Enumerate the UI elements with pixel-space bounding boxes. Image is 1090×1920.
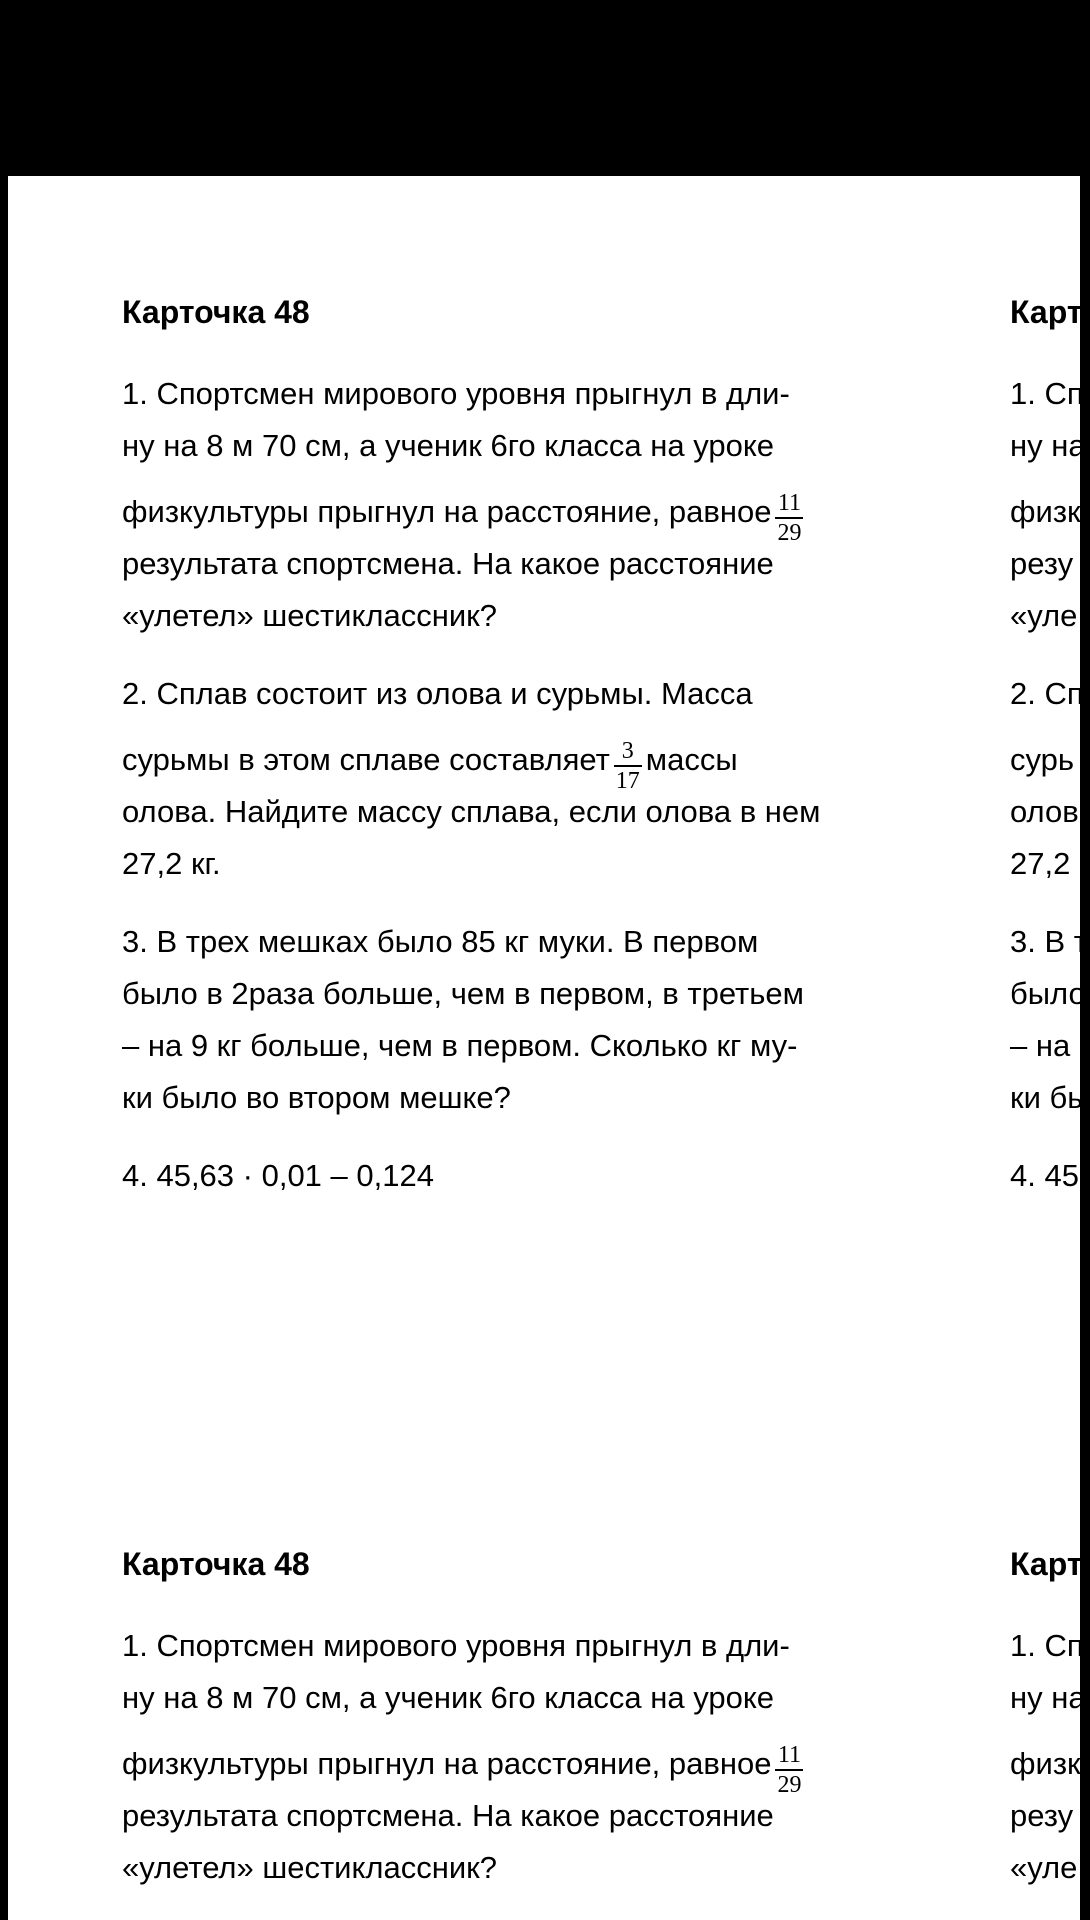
fraction bbox=[775, 1741, 803, 1799]
task-3-line: было в 2раза больше, чем в первом, в третьем bbox=[122, 976, 804, 1011]
task-2-line: олова. Найдите массу сплава, если олова в нем bbox=[122, 794, 821, 829]
task-3-line: 3. В трех мешках было 85 кг муки. В первом bbox=[122, 924, 759, 959]
task-line: сурь bbox=[1010, 742, 1075, 777]
task-3 bbox=[122, 916, 902, 1124]
task-line: 27,2 bbox=[1010, 846, 1071, 881]
task-3-line: ки было во втором мешке? bbox=[122, 1080, 511, 1115]
task-2 bbox=[122, 668, 902, 890]
task-2 bbox=[1010, 668, 1090, 890]
card-title: Карточка 48 bbox=[122, 294, 310, 330]
task-1-line: 1. Спортсмен мирового уровня прыгнул в дли- bbox=[122, 376, 790, 411]
fraction-numerator: 11 bbox=[775, 1741, 803, 1771]
task-4 bbox=[122, 1150, 902, 1202]
card-bottom-left bbox=[122, 1544, 902, 1894]
task-1-line: 1. Спортсмен мирового уровня прыгнул в дли- bbox=[122, 1628, 790, 1663]
fraction-denominator: 29 bbox=[777, 520, 802, 546]
task-1-line bbox=[122, 1724, 902, 1798]
task-line: физк bbox=[1010, 1746, 1081, 1781]
task-line: резу bbox=[1010, 546, 1074, 581]
task-line: ки бы bbox=[1010, 1080, 1090, 1115]
task-line: 3. В т bbox=[1010, 924, 1088, 959]
fraction-denominator: 29 bbox=[777, 1772, 802, 1798]
task-1-text: физкультуры прыгнул на расстояние, равное bbox=[122, 494, 772, 529]
task-1 bbox=[1010, 1620, 1090, 1894]
task-1-line: ну на 8 м 70 см, а ученик 6го класса на уроке bbox=[122, 1680, 775, 1715]
task-line: «уле bbox=[1010, 1850, 1078, 1885]
task-line: физк bbox=[1010, 494, 1081, 529]
task-1 bbox=[122, 368, 902, 642]
task-line: «уле bbox=[1010, 598, 1078, 633]
fraction-numerator: 11 bbox=[775, 489, 803, 519]
task-line: резу bbox=[1010, 1798, 1074, 1833]
task-1-text: физкультуры прыгнул на расстояние, равное bbox=[122, 1746, 772, 1781]
task-1 bbox=[122, 1620, 902, 1894]
task-1-line: ну на 8 м 70 см, а ученик 6го класса на уроке bbox=[122, 428, 775, 463]
document-page bbox=[8, 176, 1090, 1920]
task-2-text: массы bbox=[645, 742, 738, 777]
task-line: ну на bbox=[1010, 1680, 1086, 1715]
task-1-line: «улетел» шестиклассник? bbox=[122, 1850, 497, 1885]
task-4-line: 4. 45,63 · 0,01 – 0,124 bbox=[122, 1158, 434, 1193]
task-2-line: 2. Сплав состоит из олова и сурьмы. Масса bbox=[122, 676, 753, 711]
task-line: 1. Сп bbox=[1010, 376, 1084, 411]
task-line: – на bbox=[1010, 1028, 1071, 1063]
task-3-line: – на 9 кг больше, чем в первом. Сколько кг му- bbox=[122, 1028, 798, 1063]
task-line: 4. 45 bbox=[1010, 1158, 1079, 1193]
task-line: ну на bbox=[1010, 428, 1086, 463]
task-2-line: 27,2 кг. bbox=[122, 846, 221, 881]
card-top-left bbox=[122, 292, 902, 1202]
task-1-line: результата спортсмена. На какое расстояние bbox=[122, 546, 774, 581]
task-2-line bbox=[122, 720, 902, 794]
card-title: Карт bbox=[1010, 1546, 1083, 1582]
card-bottom-right bbox=[1010, 1544, 1090, 1894]
fraction-numerator: 3 bbox=[614, 737, 642, 767]
fraction bbox=[775, 489, 803, 547]
task-line: было bbox=[1010, 976, 1086, 1011]
task-3 bbox=[1010, 916, 1090, 1124]
card-title: Карточка 48 bbox=[122, 1546, 310, 1582]
task-line: 1. Сп bbox=[1010, 1628, 1084, 1663]
task-2-text: сурьмы в этом сплаве составляет bbox=[122, 742, 610, 777]
task-1-line: результата спортсмена. На какое расстояние bbox=[122, 1798, 774, 1833]
task-1-line bbox=[122, 472, 902, 546]
card-title: Карт bbox=[1010, 294, 1083, 330]
task-4 bbox=[1010, 1150, 1090, 1202]
task-1-line: «улетел» шестиклассник? bbox=[122, 598, 497, 633]
card-top-right bbox=[1010, 292, 1090, 1202]
task-1 bbox=[1010, 368, 1090, 642]
task-line: 2. Сп bbox=[1010, 676, 1084, 711]
fraction-denominator: 17 bbox=[615, 768, 640, 794]
task-line: олов bbox=[1010, 794, 1079, 829]
